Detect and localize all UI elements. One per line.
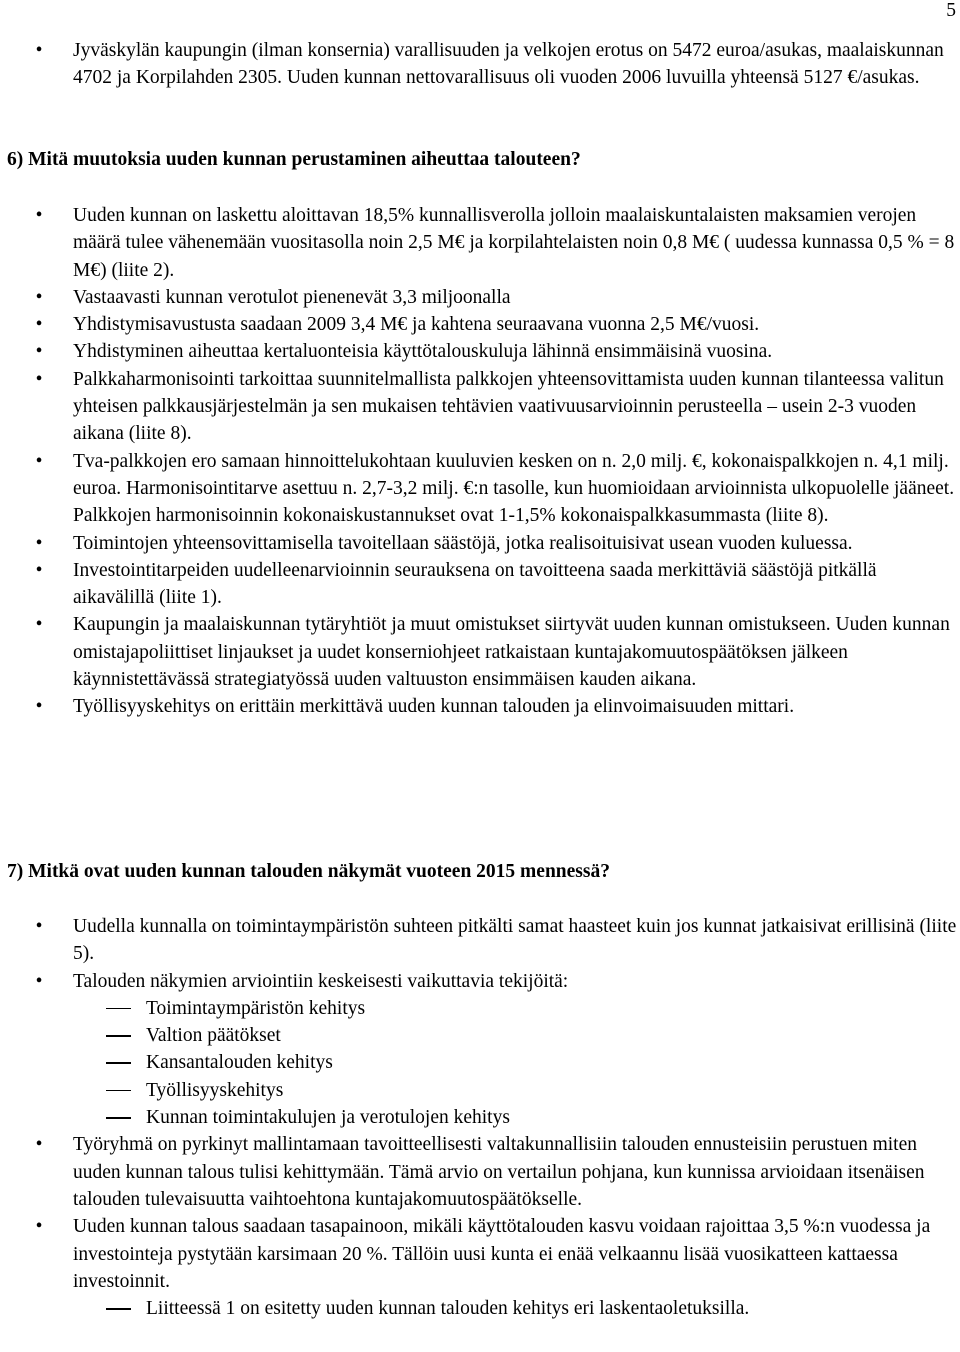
dash-icon — [106, 1090, 131, 1092]
section5-list-wrap — [0, 37, 960, 92]
sub-list-item-text: Kunnan toimintakulujen ja verotulojen kehitys — [146, 1107, 510, 1129]
list-item — [0, 311, 960, 338]
bullet-icon: • — [35, 1216, 43, 1238]
list-item-text: Työryhmä on pyrkinyt mallintamaan tavoitteellisesti valtakunnallisiin talouden ennusteisiin perustuen miten uuden kunnan talous tulisi kehittymään. Tämä arvio on vertailun pohjana, kun kunnissa arvioidaan itsenäisen talouden tulevaisuutta vaihtoehtona kuntajakomuutospäätökselle. — [73, 1134, 925, 1210]
section7-list-continued — [0, 1131, 960, 1295]
section7-sublist — [0, 995, 960, 1131]
page-number: 5 — [946, 0, 956, 21]
sub-list-item — [0, 1077, 960, 1104]
sub-list-item — [0, 1049, 960, 1076]
list-item-text: Uuden kunnan on laskettu aloittavan 18,5% kunnallisverolla jolloin maalaiskuntalaisten maksamien verojen määrä tulee vähenemään vuositasolla noin 2,5 M€ ja korpilahtelaisten noin 0,8 M€ ( uudessa kunnassa 0,5 % = 8 M€) (liite 2). — [73, 205, 955, 281]
list-item-text: Jyväskylän kaupungin (ilman konsernia) varallisuuden ja velkojen erotus on 5472 euroa/asukas, maalaiskunnan 4702 ja Korpilahden 2305. Uuden kunnan nettovarallisuus oli vuoden 2006 luvuilla yhteensä 5127 €/asukas. — [73, 40, 944, 89]
sub-list-item — [0, 1104, 960, 1131]
sub-list-item-text: Toimintaympäristön kehitys — [146, 997, 366, 1019]
list-item — [0, 202, 960, 284]
sub-list-item — [0, 995, 960, 1022]
section5-list — [0, 37, 960, 92]
list-item-text: Palkkaharmonisointi tarkoittaa suunnitelmallista palkkojen yhteensovittamista uuden kunnan tilanteessa valitun yhteisen palkkausjärjestelmän ja sen mukaisen tehtävien vaativuusarvioinnin perusteella – usein 2-3 vuoden aikana (liite 8). — [73, 368, 944, 445]
list-item — [0, 448, 960, 530]
dash-icon — [106, 1035, 131, 1037]
list-item-text: Yhdistyminen aiheuttaa kertaluonteisia käyttötalouskuluja lähinnä ensimmäisinä vuosina. — [73, 341, 773, 363]
list-item — [0, 284, 960, 311]
bullet-icon: • — [35, 368, 43, 390]
list-item — [0, 1213, 960, 1295]
bullet-icon: • — [35, 1134, 43, 1156]
section6-heading: 6) Mitä muutoksia uuden kunnan perustaminen aiheuttaa talouteen? — [7, 149, 581, 170]
dash-icon — [106, 1117, 131, 1119]
section7-sublist-2 — [0, 1295, 960, 1322]
bullet-icon: • — [35, 614, 43, 636]
list-item-text: Tva-palkkojen ero samaan hinnoittelukohtaan kuuluvien kesken on n. 2,0 milj. €, kokonaispalkkojen n. 4,1 milj. euroa. Harmonisointitarve asettuu n. 2,7-3,2 milj. €:n tasolle, kun huomioidaan arvioinnista ulkopuolelle jääneet. Palkkojen harmonisoinnin kokonaiskustannukset ovat 1-1,5% kokonaispalkkasummasta (liite 8). — [73, 450, 955, 527]
list-item — [0, 693, 960, 720]
bullet-icon: • — [35, 205, 43, 226]
list-item-text: Kaupungin ja maalaiskunnan tytäryhtiöt ja muut omistukset siirtyvät uuden kunnan omistukseen. Uuden kunnan omistajapoliittiset linjaukset ja uudet konserniohjeet ratkaistaan kuntajakomuutospäätöksen jälkeen käynnistettävässä strategiatyössä uuden valtuuston ensimmäisen kauden aikana. — [73, 614, 950, 691]
list-item-text: Investointitarpeiden uudelleenarvioinnin seurauksena on tavoitteena saada merkittäviä säästöjä pitkällä aikavälillä (liite 1). — [73, 559, 877, 609]
section7-list-wrap — [0, 913, 960, 1322]
dash-icon — [106, 1008, 131, 1010]
list-item — [0, 913, 960, 968]
bullet-icon: • — [35, 916, 43, 937]
bullet-icon: • — [35, 450, 43, 472]
section7-list — [0, 913, 960, 995]
sub-list-item-text: Työllisyyskehitys — [146, 1079, 284, 1101]
list-item — [0, 338, 960, 365]
section6-list — [0, 202, 960, 721]
dash-icon — [106, 1308, 131, 1310]
dash-icon — [106, 1062, 131, 1064]
list-item — [0, 1131, 960, 1213]
list-item — [0, 37, 960, 92]
list-item — [0, 557, 960, 612]
list-item-text: Uudella kunnalla on toimintaympäristön suhteen pitkälti samat haasteet kuin jos kunnat jatkaisivat erillisinä (liite 5). — [73, 916, 957, 965]
section7-heading: 7) Mitkä ovat uuden kunnan talouden näkymät vuoteen 2015 mennessä? — [7, 861, 610, 882]
list-item — [0, 968, 960, 995]
list-item-text: Työllisyyskehitys on erittäin merkittävä uuden kunnan talouden ja elinvoimaisuuden mittari. — [73, 696, 795, 718]
list-item-text: Uuden kunnan talous saadaan tasapainoon, mikäli käyttötalouden kasvu voidaan rajoittaa 3,5 %:n vuodessa ja investointeja pystytään karsimaan 20 %. Tällöin uusi kunta ei enää velkaannu lisää vuosikatteen kattaessa investoinnit. — [73, 1216, 931, 1292]
bullet-icon: • — [35, 314, 43, 336]
section6-list-wrap — [0, 202, 960, 721]
list-item-text: Toimintojen yhteensovittamisella tavoitellaan säästöjä, jotka realisoituisivat usean vuoden kuluessa. — [73, 532, 853, 554]
list-item — [0, 530, 960, 557]
bullet-icon: • — [35, 341, 43, 363]
bullet-icon: • — [35, 286, 43, 308]
list-item-text: Talouden näkymien arviointiin keskeisesti vaikuttavia tekijöitä: — [73, 970, 569, 992]
bullet-icon: • — [35, 559, 43, 581]
list-item — [0, 366, 960, 448]
list-item — [0, 611, 960, 693]
bullet-icon: • — [35, 532, 43, 554]
sub-list-item-text: Liitteessä 1 on esitetty uuden kunnan talouden kehitys eri laskentaoletuksilla. — [146, 1298, 750, 1320]
sub-list-item-text: Valtion päätökset — [146, 1025, 281, 1047]
list-item-text: Yhdistymisavustusta saadaan 2009 3,4 M€ ja kahtena seuraavana vuonna 2,5 M€/vuosi. — [73, 314, 760, 336]
bullet-icon: • — [35, 40, 43, 61]
sub-list-item — [0, 1022, 960, 1049]
sub-list-item — [0, 1295, 960, 1322]
list-item-text: Vastaavasti kunnan verotulot pienenevät 3,3 miljoonalla — [73, 286, 511, 308]
sub-list-item-text: Kansantalouden kehitys — [146, 1052, 333, 1074]
bullet-icon: • — [35, 970, 43, 992]
bullet-icon: • — [35, 696, 43, 718]
